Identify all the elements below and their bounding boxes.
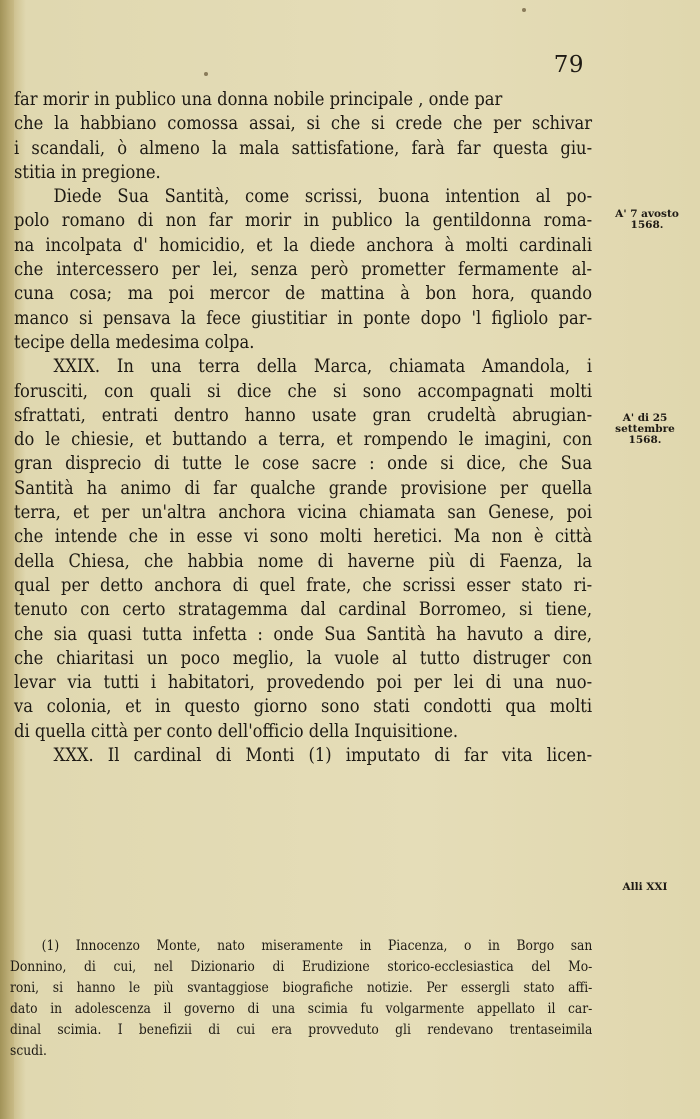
text-line: tecipe della medesima colpa. <box>14 330 255 353</box>
footnote-line: Donnino, di cui, nel Dizionario di Erudizione storico-ecclesiastica del Mo- <box>10 959 593 975</box>
text-line: che la habbiano comossa assai, si che si crede che per schivar <box>14 112 593 135</box>
text-line: levar via tutti i habitatori, provedendo poi per lei di una nuo- <box>14 671 593 694</box>
footnote-line: dinal scimia. I benefizii di cui era provveduto gli rendevano trentaseimila <box>10 1022 593 1038</box>
text-line: na incolpata d' homicidio, et la diede anchora à molti cardinali <box>14 233 593 256</box>
footnote <box>10 936 592 1062</box>
main-text <box>14 87 592 767</box>
text-line: va colonia, et in questo giorno sono stati condotti qua molti <box>14 695 593 718</box>
margin-note-date <box>598 882 692 893</box>
text-line: che sia quasi tutta infetta : onde Sua Santità ha havuto a dire, <box>14 622 593 645</box>
margin-note-line: Alli XXI <box>622 881 668 893</box>
margin-note-line: 1568. <box>630 219 664 231</box>
footnote-line: (1) Innocenzo Monte, nato miseramente in Piacenza, o in Borgo san <box>41 938 593 954</box>
paper-speck <box>204 72 208 76</box>
footnote-line: roni, si hanno le più svantaggiose biografiche notizie. Per essergli stato affi- <box>10 980 593 996</box>
margin-note-line: A' di 25 <box>622 412 668 424</box>
margin-note-date <box>600 209 694 231</box>
text-line: gran disprecio di tutte le cose sacre : onde si dice, che Sua <box>14 452 593 475</box>
text-line: manco si pensava la fece giustitiar in ponte dopo 'l figliolo par- <box>14 306 593 329</box>
text-line: stitia in pregione. <box>14 160 161 183</box>
text-line: Diede Sua Santità, come scrissi, buona intention al po- <box>53 185 593 208</box>
text-line: XXX. Il cardinal di Monti (1) imputato di far vita licen- <box>53 744 593 767</box>
text-line: far morir in publico una donna nobile principale , onde par <box>14 88 503 110</box>
footnote-line: scudi. <box>10 1043 47 1059</box>
margin-note-line: 1568. <box>628 434 662 446</box>
text-line: che chiaritasi un poco meglio, la vuole al tutto distruger con <box>14 646 593 669</box>
text-line: che intende che in esse vi sono molti heretici. Ma non è città <box>14 525 593 548</box>
paper-speck <box>522 8 526 12</box>
page-number: 79 <box>553 52 584 78</box>
text-line: tenuto con certo stratagemma dal cardinal Borromeo, si tiene, <box>14 598 593 621</box>
footnote-line: dato in adolescenza il governo di una scimia fu volgarmente appellato il car- <box>10 1001 593 1017</box>
margin-note-date <box>598 413 692 446</box>
text-line: cuna cosa; ma poi mercor de mattina à bon hora, quando <box>14 282 593 305</box>
text-line: qual per detto anchora di quel frate, che scrissi esser stato ri- <box>14 573 593 596</box>
text-line: che intercessero per lei, senza però prometter fermamente al- <box>14 258 593 281</box>
text-line: polo romano di non far morir in publico la gentildonna roma- <box>14 209 593 232</box>
text-line: XXIX. In una terra della Marca, chiamata Amandola, i <box>53 355 593 378</box>
text-line: forusciti, con quali si dice che si sono accompagnati molti <box>14 379 593 402</box>
text-line: della Chiesa, che habbia nome di haverne più di Faenza, la <box>14 549 593 572</box>
text-line: i scandali, ò almeno la mala sattisfatione, farà far questa giu- <box>14 136 593 159</box>
text-line: Santità ha animo di far qualche grande provisione per quella <box>14 476 593 499</box>
text-line: terra, et per un'altra anchora vicina chiamata san Genese, poi <box>14 501 593 524</box>
text-line: di quella città per conto dell'officio della Inquisitione. <box>14 719 459 742</box>
margin-note-line: settembre <box>615 423 675 435</box>
margin-note-line: A' 7 avosto <box>615 208 679 220</box>
text-line: sfrattati, entrati dentro hanno usate gran crudeltà abrugian- <box>14 403 593 426</box>
text-line: do le chiesie, et buttando a terra, et rompendo le imagini, con <box>14 428 593 451</box>
